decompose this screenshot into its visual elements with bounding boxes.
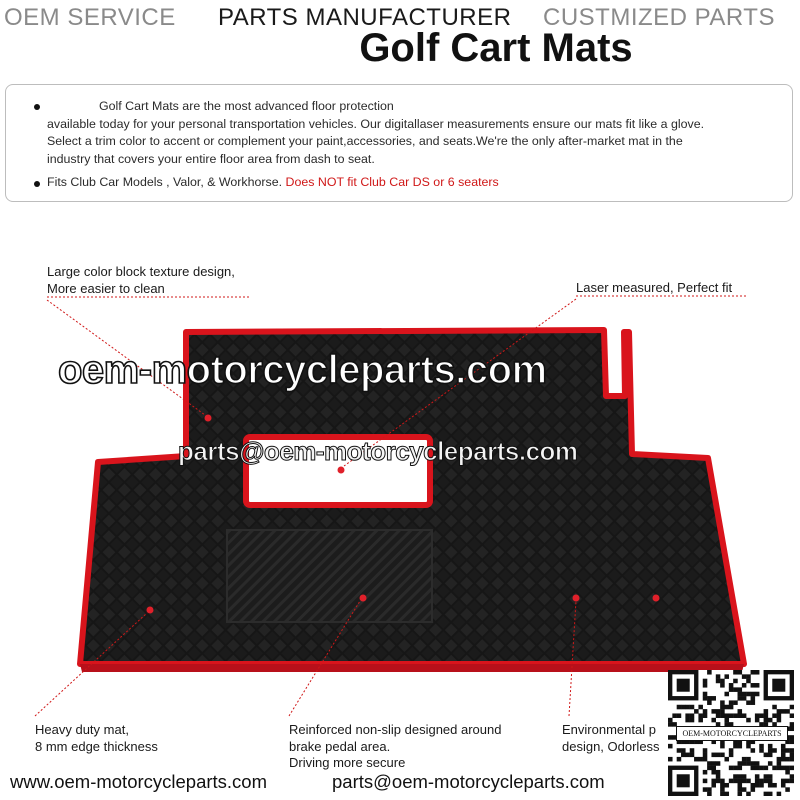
footer-website[interactable]: www.oem-motorcycleparts.com xyxy=(10,771,268,792)
page-title-text: Golf Cart Mats xyxy=(359,26,633,70)
callout-dot xyxy=(360,595,367,602)
callout-dot xyxy=(338,467,345,474)
callout-dot xyxy=(205,415,212,422)
watermark-site: oem-motorcycleparts.com xyxy=(58,348,547,392)
callout-heavy-duty: Heavy duty mat, 8 mm edge thickness xyxy=(35,722,158,754)
header-oem-service: OEM SERVICE xyxy=(4,4,176,31)
callout-dot xyxy=(573,595,580,602)
watermark-email: parts@oem-motorcycleparts.com xyxy=(178,436,578,466)
qr-label: OEM-MOTORCYCLEPARTS xyxy=(676,726,788,741)
description-paragraph: Golf Cart Mats are the most advanced floor protection available today for your personal transportation vehicles. Our digitallaser measurements ensure our mats fit like a glove. Select a trim color to accent or complement your paint,accessories, and seats.We're the only after-market mat in the industry that covers your entire floor area from dash to seat. xyxy=(47,99,705,166)
fits-warning: Does NOT fit Club Car DS or 6 seaters xyxy=(285,175,499,189)
callout-dot xyxy=(147,607,154,614)
callout-laser: Laser measured, Perfect fit xyxy=(576,280,733,295)
mat-trim-bottom xyxy=(80,664,744,672)
non-slip-pad xyxy=(227,530,432,622)
callout-texture: Large color block texture design, More easier to clean xyxy=(47,264,235,296)
footer-email[interactable]: parts@oem-motorcycleparts.com xyxy=(332,771,605,792)
header-parts-manufacturer: PARTS MANUFACTURER xyxy=(218,4,512,31)
callout-non-slip: Reinforced non-slip designed around brake pedal area. Driving more secure xyxy=(289,722,502,770)
header-customized-parts: CUSTMIZED PARTS xyxy=(543,4,775,31)
fits-text: Fits Club Car Models , Valor, & Workhorse. xyxy=(47,175,283,189)
callout-environmental: Environmental p design, Odorless xyxy=(562,722,660,754)
callout-dot xyxy=(653,595,660,602)
